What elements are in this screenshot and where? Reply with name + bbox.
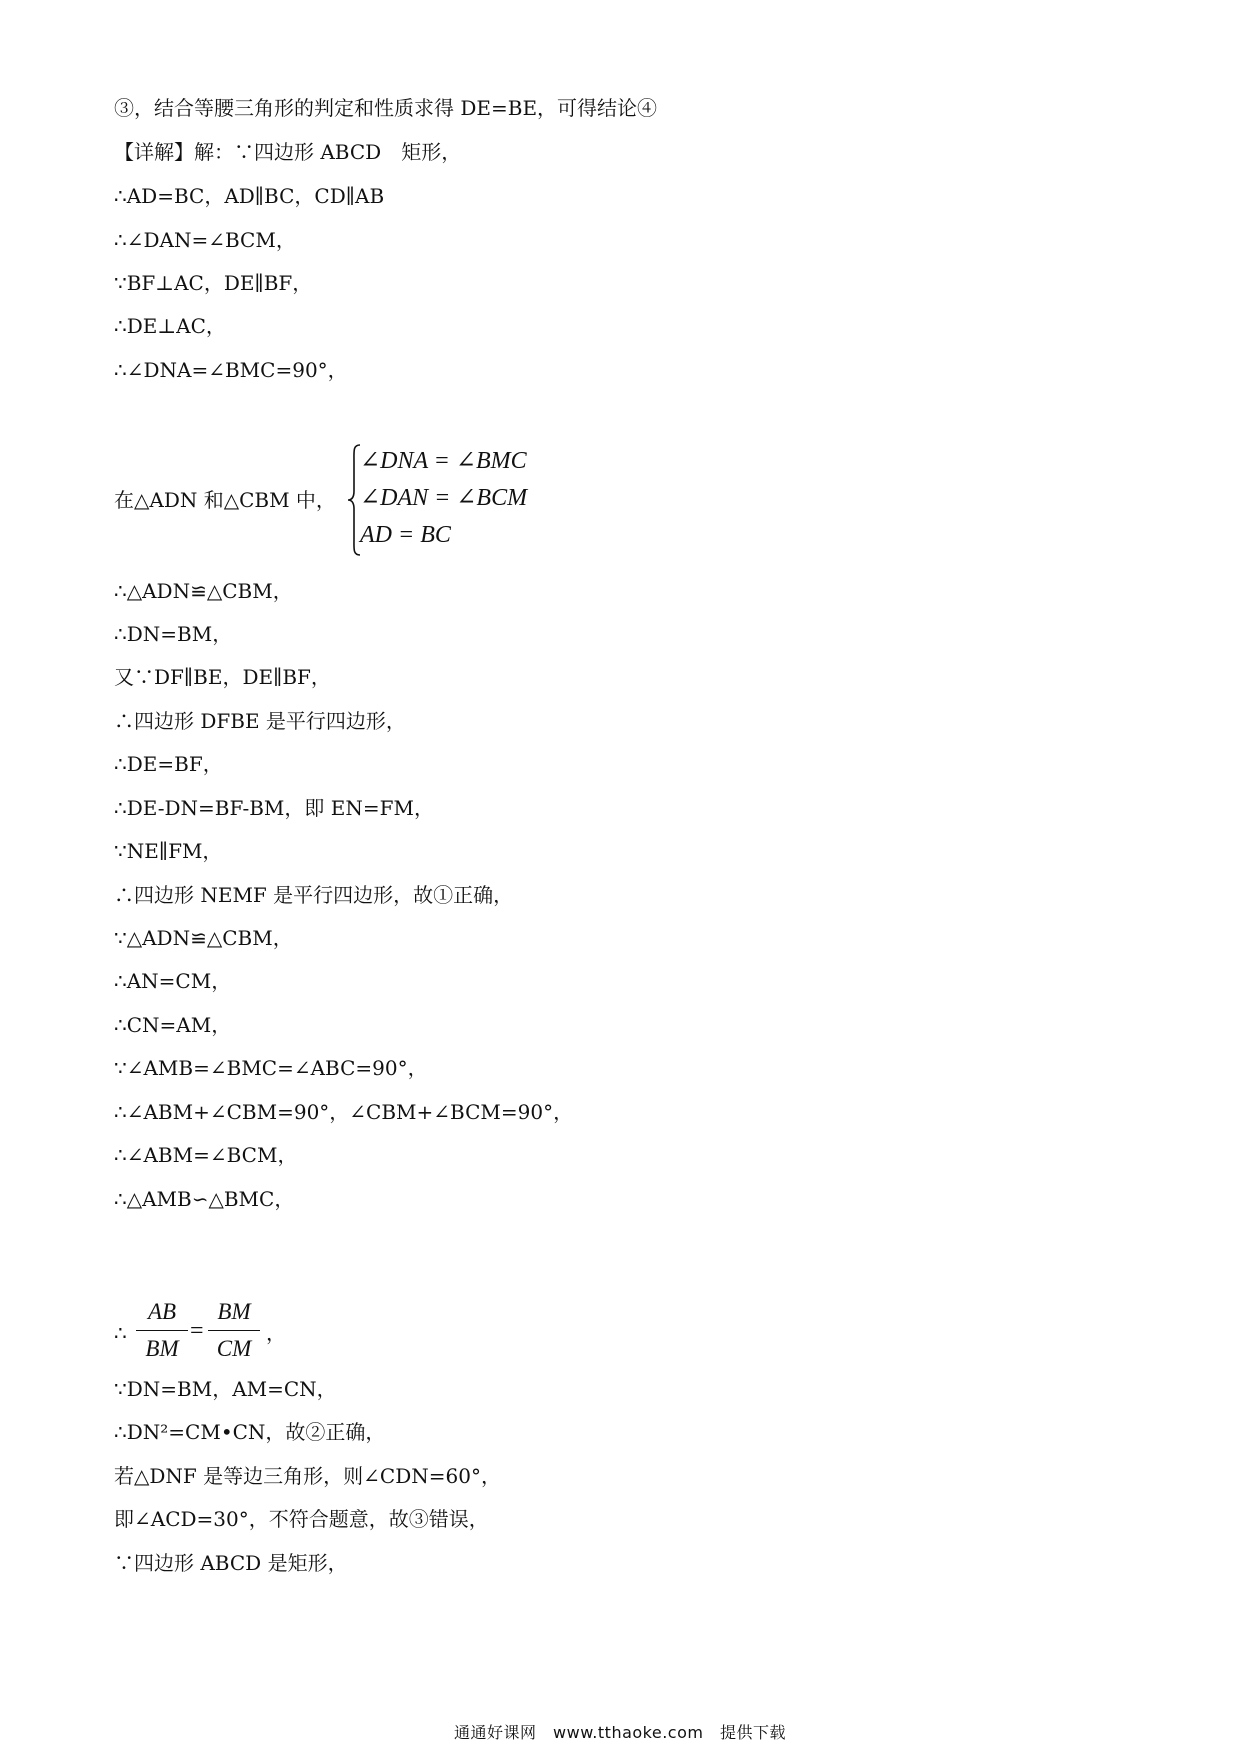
text-line: ∴△AMB∽△BMC， — [114, 1187, 295, 1211]
text-line: ∴AN=CM， — [114, 969, 232, 993]
text-line: 又∵DF∥BE，DE∥BF， — [114, 665, 331, 689]
therefore-symbol: ∴ — [114, 1321, 127, 1345]
fraction-right — [208, 1296, 260, 1365]
text-line: 即∠ACD=30°，不符合题意，故③错误， — [114, 1507, 489, 1531]
system-row: ∠DNA = ∠BMC — [360, 448, 527, 474]
text-line: 若△DNF 是等边三角形，则∠CDN=60°， — [114, 1464, 501, 1488]
text-line: ∴DE=BF， — [114, 752, 223, 776]
text-line: ∴△ADN≌△CBM， — [114, 579, 293, 603]
system-row: ∠DAN = ∠BCM — [360, 485, 528, 511]
equals-sign: = — [190, 1318, 204, 1344]
text-line: ∴DN²=CM•CN，故②正确， — [114, 1420, 386, 1444]
fraction-numerator: BM — [217, 1299, 251, 1324]
fraction-left — [136, 1296, 188, 1365]
text-line: 【详解】解：∵四边形 ABCD 矩形， — [114, 140, 462, 164]
fraction-bar — [136, 1330, 188, 1331]
system-row: AD = BC — [360, 522, 451, 548]
text-line: ∴四边形 NEMF 是平行四边形，故①正确， — [114, 883, 514, 907]
text-line: ∴∠DAN=∠BCM， — [114, 228, 296, 252]
text-line: ∵BF⊥AC，DE∥BF， — [114, 271, 313, 295]
text-line: ∴DE-DN=BF-BM，即 EN=FM， — [114, 796, 434, 820]
left-brace-icon — [347, 443, 361, 557]
text-line: ∵∠AMB=∠BMC=∠ABC=90°， — [114, 1056, 428, 1080]
fraction-denominator: BM — [145, 1336, 179, 1361]
text-line: ∵△ADN≌△CBM， — [114, 926, 293, 950]
text-line: ∵NE∥FM， — [114, 839, 223, 863]
text-line: ∴CN=AM， — [114, 1013, 232, 1037]
text-line: ∴DN=BM， — [114, 622, 233, 646]
text-line: ∴∠ABM=∠BCM， — [114, 1143, 298, 1167]
fraction-numerator: AB — [147, 1299, 177, 1324]
fraction-denominator: CM — [216, 1336, 252, 1361]
text-line: ∵DN=BM，AM=CN， — [114, 1377, 337, 1401]
text-line: ∴∠DNA=∠BMC=90°， — [114, 358, 348, 382]
equation-system — [114, 443, 714, 559]
text-line: ∵四边形 ABCD 是矩形， — [114, 1551, 348, 1575]
system-label: 在△ADN 和△CBM 中， — [114, 488, 336, 512]
fraction-suffix: ， — [266, 1321, 286, 1345]
text-line: ③，结合等腰三角形的判定和性质求得 DE=BE，可得结论④ — [114, 96, 658, 120]
fraction-equation — [114, 1296, 514, 1372]
text-line: ∴四边形 DFBE 是平行四边形， — [114, 709, 406, 733]
text-line: ∴AD=BC，AD∥BC，CD∥AB — [114, 184, 385, 208]
system-rows — [360, 443, 527, 554]
text-line: ∴DE⊥AC， — [114, 314, 226, 338]
page-footer: 通通好课网 www.tthaoke.com 提供下载 — [454, 1723, 786, 1742]
text-line: ∴∠ABM+∠CBM=90°，∠CBM+∠BCM=90°， — [114, 1100, 574, 1124]
fraction-bar — [208, 1330, 260, 1331]
